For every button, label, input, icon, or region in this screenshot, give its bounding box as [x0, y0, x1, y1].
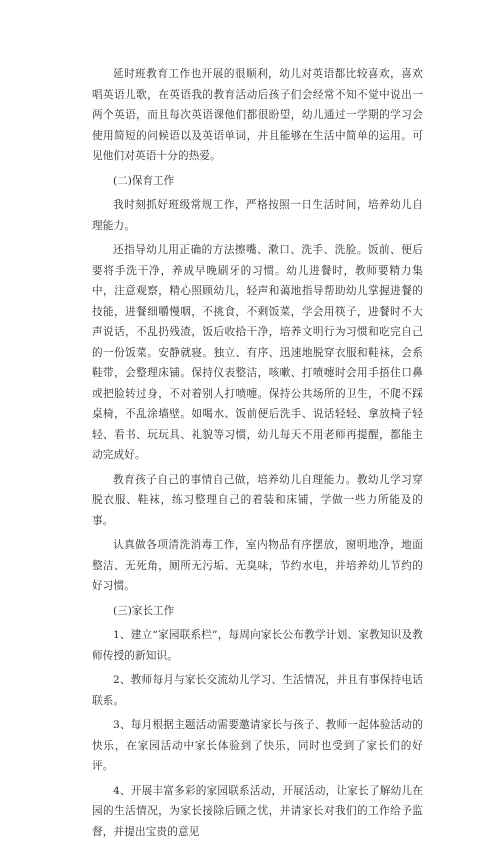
section-heading-parents: (三)家长工作 — [92, 601, 423, 622]
paragraph-self-care: 教育孩子自己的事情自己做，培养幼儿自理能力。教幼儿学习穿脱衣服、鞋袜，练习整理自己的着装和床铺，学做一些力所能及的事。 — [92, 470, 423, 532]
section-heading-childcare: (二)保育工作 — [92, 171, 423, 192]
list-item-3: 3、每月根据主题活动需要邀请家长与孩子、教师一起体验活动的快乐，在家园活动中家长体验到了快乐，同时也受到了家长们的好评。 — [92, 715, 423, 777]
list-item-1: 1、建立“家园联系栏”，每周向家长公布教学计划、家教知识及教师传授的新知识。 — [92, 625, 423, 666]
paragraph-hygiene-habits: 还指导幼儿用正确的方法擦嘴、漱口、洗手、洗脸。饭前、便后要将手洗干净，养成早晚刷牙的习惯。幼儿进餐时，教师要精力集中，注意观察，精心照顾幼儿，轻声和蔼地指导帮助幼儿掌握进餐的技能，进餐细嚼慢咽，不挑食，不剩饭菜，学会用筷子，进餐时不大声说话，不乱扔残渣，饭后收拾干净，培养文明行为习惯和吃完自己的一份饭菜。安静就寝。独立、有序、迅速地脱穿衣服和鞋袜，会系鞋带，会整理床铺。保持仪表整洁，咳嗽、打喷嚏时会用手捂住口鼻或把脸转过身，不对着别人打喷嚏。保持公共场所的卫生，不爬不踩桌椅，不乱涂墙壁。如喝水、饭前便后洗手、说话轻轻、拿放椅子轻轻、看书、玩玩具、礼貌等习惯，幼儿每天不用老师再提醒，都能主动完成好。 — [92, 240, 423, 466]
paragraph-disinfection: 认真做各项清洗消毒工作，室内物品有序摆放，窗明地净，地面整洁、无死角，厕所无污垢、无臭味，节约水电，并培养幼儿节约的好习惯。 — [92, 535, 423, 597]
list-item-2: 2、教师每月与家长交流幼儿学习、生活情况，并且有事保持电话联系。 — [92, 670, 423, 711]
list-item-4: 4、开展丰富多彩的家园联系活动，开展活动，让家长了解幼儿在园的生活情况，为家长接除后顾之忧，并请家长对我们的工作给予监督，并提出宝贵的意见 — [92, 781, 423, 842]
paragraph-english-class: 延时班教育工作也开展的很顺利，幼儿对英语都比较喜欢，喜欢唱英语儿歌，在英语我的教育活动后孩子们会经常不知不觉中说出一两个英语，而且每次英语课他们都很盼望，幼儿通过一学期的学习会使用简短的问候语以及英语单词，并且能够在生活中简单的运用。可见他们对英语十分的热爱。 — [92, 64, 423, 167]
paragraph-routine: 我时刻抓好班级常规工作，严格按照一日生活时间，培养幼儿自理能力。 — [92, 195, 423, 236]
